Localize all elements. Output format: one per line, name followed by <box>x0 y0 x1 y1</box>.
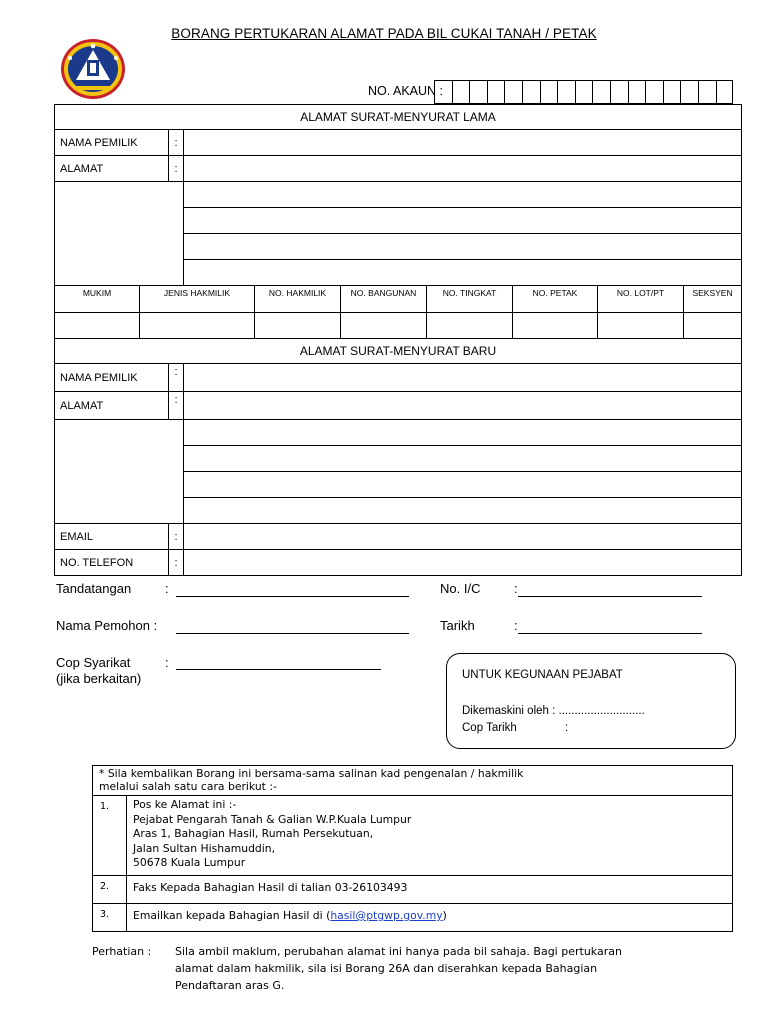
note-line-1: Sila ambil maklum, perubahan alamat ini hanya pada bil sahaja. Bagi pertukaran <box>175 945 622 958</box>
stamp-date-label: Cop Tarikh <box>462 722 517 734</box>
col-no-bangunan: NO. BANGUNAN <box>341 286 427 313</box>
new-owner-name-colon: : <box>169 364 184 392</box>
instruction-num-2: 2. <box>93 876 127 903</box>
note-label: Perhatian : <box>92 945 152 958</box>
col-no-hakmilik: NO. HAKMILIK <box>255 286 341 313</box>
email-suffix: ) <box>442 909 447 922</box>
post-line-5: 50678 Kuala Lumpur <box>133 856 246 869</box>
field-mukim[interactable] <box>55 313 140 339</box>
note-line-3: Pendaftaran aras G. <box>175 979 285 992</box>
email-link[interactable]: hasil@ptgwp.gov.my <box>330 909 443 922</box>
post-line-1: Pos ke Alamat ini :- <box>133 798 237 811</box>
old-address-label: ALAMAT <box>55 156 169 182</box>
new-address-label: ALAMAT <box>55 392 169 420</box>
instruction-item-fax <box>93 875 732 903</box>
instructions-intro-2: melalui salah satu cara berikut :- <box>99 780 277 793</box>
company-stamp-colon: : <box>165 655 169 670</box>
agency-logo <box>60 38 126 100</box>
date-colon: : <box>514 618 518 633</box>
old-address-line-2[interactable] <box>184 182 742 208</box>
old-address-blank-cell <box>55 182 184 286</box>
new-address-header: ALAMAT SURAT-MENYURAT BARU <box>55 339 742 364</box>
updated-by-field: Dikemaskini oleh : ........................... <box>462 705 645 717</box>
signature-label: Tandatangan <box>56 581 132 596</box>
field-no-petak[interactable] <box>513 313 598 339</box>
old-owner-name-colon: : <box>169 130 184 156</box>
field-no-hakmilik[interactable] <box>255 313 341 339</box>
field-no-bangunan[interactable] <box>341 313 427 339</box>
col-mukim: MUKIM <box>55 286 140 313</box>
office-use-box <box>446 653 736 749</box>
old-address-line-3[interactable] <box>184 208 742 234</box>
account-number-boxes[interactable] <box>434 80 733 104</box>
ic-number-line[interactable] <box>518 584 702 597</box>
account-number-label: NO. AKAUN : <box>368 84 444 98</box>
new-address-line-5[interactable] <box>184 498 742 524</box>
ic-number-colon: : <box>514 581 518 596</box>
old-address-line-5[interactable] <box>184 260 742 286</box>
form-title: BORANG PERTUKARAN ALAMAT PADA BIL CUKAI TANAH / PETAK <box>171 26 597 41</box>
email-prefix: Emailkan kepada Bahagian Hasil di ( <box>133 909 331 922</box>
signature-line[interactable] <box>176 584 409 597</box>
instructions-intro-1: * Sila kembalikan Borang ini bersama-sama salinan kad pengenalan / hakmilik <box>99 767 524 780</box>
email-label: EMAIL <box>55 524 169 550</box>
old-address-line-1[interactable] <box>184 156 742 182</box>
old-address-colon: : <box>169 156 184 182</box>
instruction-item-email <box>93 903 732 931</box>
applicant-name-line[interactable] <box>176 621 409 634</box>
new-address-line-2[interactable] <box>184 420 742 446</box>
company-stamp-line[interactable] <box>176 657 381 670</box>
new-address-line-4[interactable] <box>184 472 742 498</box>
applicant-name-label: Nama Pemohon : <box>56 618 158 633</box>
phone-label: NO. TELEFON <box>55 550 169 576</box>
phone-field[interactable] <box>184 550 742 576</box>
company-stamp-note: (jika berkaitan) <box>56 671 142 686</box>
old-owner-name-field[interactable] <box>184 130 742 156</box>
ic-number-label: No. I/C <box>440 581 481 596</box>
col-no-petak: NO. PETAK <box>513 286 598 313</box>
new-address-line-1[interactable] <box>184 392 742 420</box>
fax-line: Faks Kepada Bahagian Hasil di talian 03-26103493 <box>133 881 408 894</box>
new-owner-name-field[interactable] <box>184 364 742 392</box>
note-line-2: alamat dalam hakmilik, sila isi Borang 26A dan diserahkan kepada Bahagian <box>175 962 598 975</box>
new-address-blank-cell <box>55 420 184 524</box>
col-no-tingkat: NO. TINGKAT <box>427 286 513 313</box>
field-seksyen[interactable] <box>684 313 742 339</box>
post-line-4: Jalan Sultan Hishamuddin, <box>133 841 276 855</box>
col-no-lot: NO. LOT/PT <box>598 286 684 313</box>
email-field[interactable] <box>184 524 742 550</box>
field-no-tingkat[interactable] <box>427 313 513 339</box>
company-stamp-label: Cop Syarikat <box>56 655 131 670</box>
new-owner-name-label: NAMA PEMILIK <box>55 364 169 392</box>
address-form-table <box>54 104 742 576</box>
old-address-header: ALAMAT SURAT-MENYURAT LAMA <box>55 105 742 130</box>
old-owner-name-label: NAMA PEMILIK <box>55 130 169 156</box>
note-text <box>175 943 735 994</box>
col-jenis-hakmilik: JENIS HAKMILIK <box>140 286 255 313</box>
office-use-title: UNTUK KEGUNAAN PEJABAT <box>462 669 623 681</box>
stamp-date-colon: : <box>565 722 569 734</box>
old-address-line-4[interactable] <box>184 234 742 260</box>
email-colon: : <box>169 524 184 550</box>
instruction-item-post <box>93 795 732 875</box>
phone-colon: : <box>169 550 184 576</box>
signature-colon: : <box>165 581 169 596</box>
field-jenis-hakmilik[interactable] <box>140 313 255 339</box>
col-seksyen: SEKSYEN <box>684 286 742 313</box>
post-line-3: Aras 1, Bahagian Hasil, Rumah Persekutuan, <box>133 827 374 840</box>
date-line[interactable] <box>518 621 702 634</box>
date-label: Tarikh <box>440 618 475 633</box>
post-line-2: Pejabat Pengarah Tanah & Galian W.P.Kuala Lumpur <box>133 812 412 826</box>
instruction-num-1: 1. <box>93 796 127 875</box>
field-no-lot[interactable] <box>598 313 684 339</box>
instructions-box <box>92 765 733 932</box>
new-address-colon: : <box>169 392 184 420</box>
instruction-num-3: 3. <box>93 904 127 931</box>
new-address-line-3[interactable] <box>184 446 742 472</box>
